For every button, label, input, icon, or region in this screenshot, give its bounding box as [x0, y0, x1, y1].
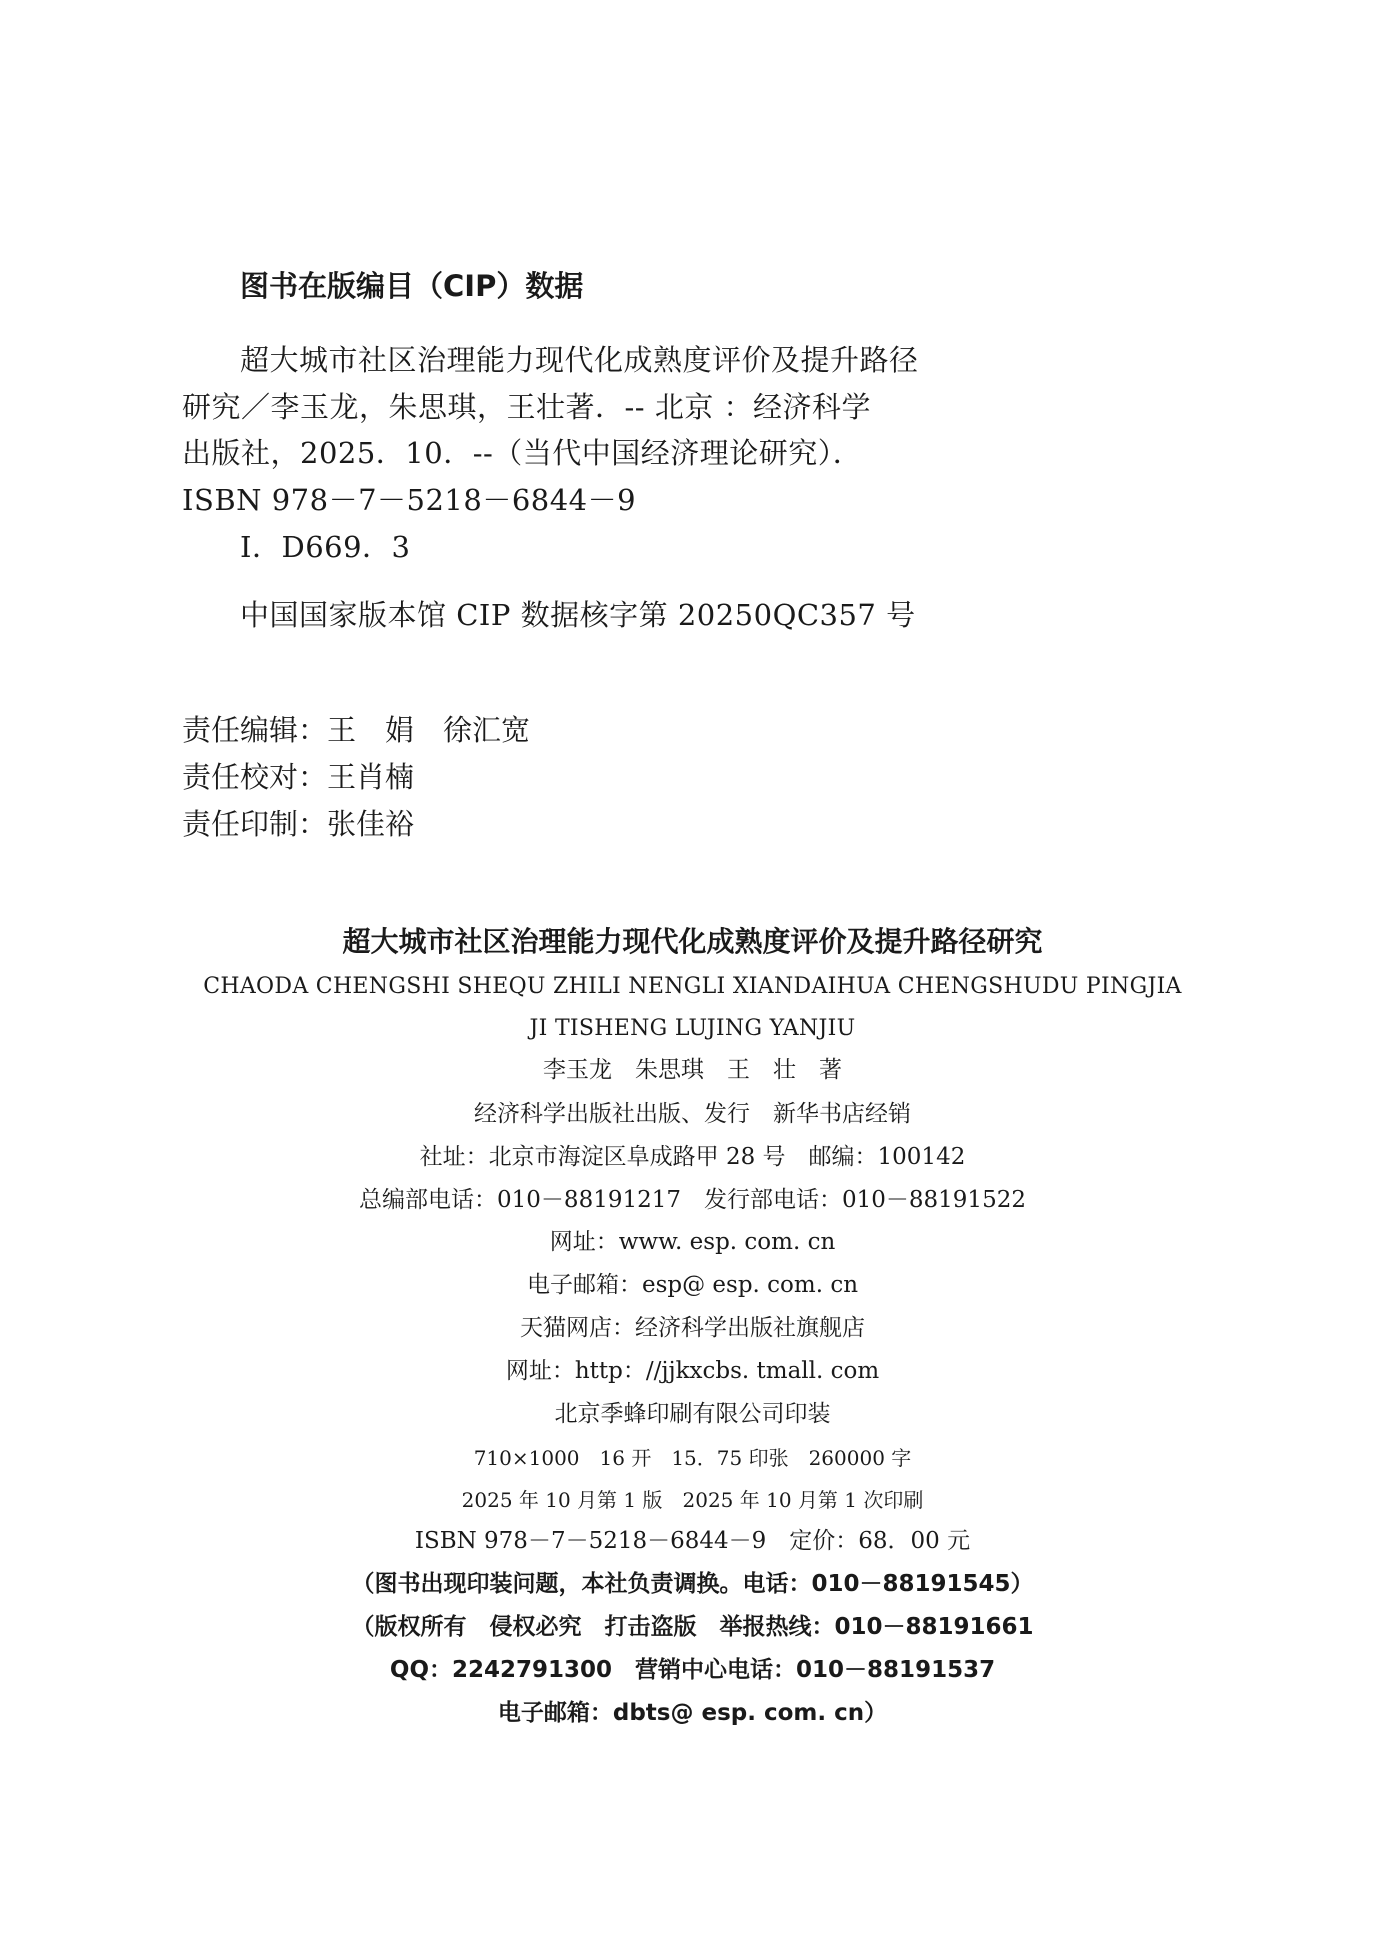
responsible-printing: 责任印制：张佳裕	[182, 807, 415, 841]
imprint-printer: 北京季蜂印刷有限公司印装	[554, 1401, 831, 1427]
imprint-publisher: 经济科学出版社出版、发行 新华书店经销	[474, 1101, 911, 1127]
cip-title-line-3: 出版社，2025．10．--（当代中国经济理论研究）．	[182, 436, 863, 470]
imprint-authors: 李玉龙 朱思琪 王 壮 著	[543, 1057, 842, 1083]
imprint-address: 社址：北京市海淀区阜成路甲 28 号 邮编：100142	[419, 1144, 966, 1170]
imprint-title-en-line-1: CHAODA CHENGSHI SHEQU ZHILI NENGLI XIANDAIHUA CHENGSHUDU PINGJIA	[203, 974, 1182, 999]
imprint-tmall-url: 网址：http：//jjkxcbs. tmall. com	[505, 1358, 880, 1384]
imprint-notice-email: 电子邮箱：dbts@ esp. com. cn）	[497, 1700, 888, 1726]
imprint-email: 电子邮箱：esp@ esp. com. cn	[526, 1272, 859, 1298]
imprint-title-cn: 超大城市社区治理能力现代化成熟度评价及提升路径研究	[342, 925, 1043, 958]
imprint-website: 网址：www. esp. com. cn	[549, 1229, 836, 1255]
cip-isbn: ISBN 978－7－5218－6844－9	[182, 483, 637, 517]
imprint-notice-qq: QQ：2242791300 营销中心电话：010－88191537	[389, 1657, 996, 1683]
responsible-editor: 责任编辑：王 娟 徐汇宽	[182, 713, 531, 747]
cip-title-line-1: 超大城市社区治理能力现代化成熟度评价及提升路径	[240, 343, 919, 377]
cip-title-line-2: 研究／李玉龙，朱思琪，王壮著．-- 北京 ：经济科学	[182, 390, 872, 424]
imprint-format: 710×1000 16 开 15．75 印张 260000 字	[473, 1446, 912, 1470]
imprint-isbn-price: ISBN 978－7－5218－6844－9 定价：68．00 元	[414, 1528, 971, 1554]
imprint-notice-copyright: （版权所有 侵权必究 打击盗版 举报热线：010－88191661	[351, 1614, 1034, 1640]
imprint-tmall-store: 天猫网店：经济科学出版社旗舰店	[520, 1315, 865, 1341]
cip-heading: 图书在版编目（CIP）数据	[240, 269, 584, 303]
responsible-proofreader: 责任校对：王肖楠	[182, 760, 415, 794]
imprint-title-en-line-2: JI TISHENG LUJING YANJIU	[529, 1016, 856, 1041]
cip-classification: Ⅰ．D669．3	[240, 530, 411, 564]
imprint-notice-print: （图书出现印装问题，本社负责调换。电话：010－88191545）	[351, 1571, 1034, 1597]
cip-record-number: 中国国家版本馆 CIP 数据核字第 20250QC357 号	[240, 598, 916, 632]
imprint-edition: 2025 年 10 月第 1 版 2025 年 10 月第 1 次印刷	[461, 1488, 924, 1512]
imprint-phones: 总编部电话：010－88191217 发行部电话：010－88191522	[359, 1187, 1026, 1213]
